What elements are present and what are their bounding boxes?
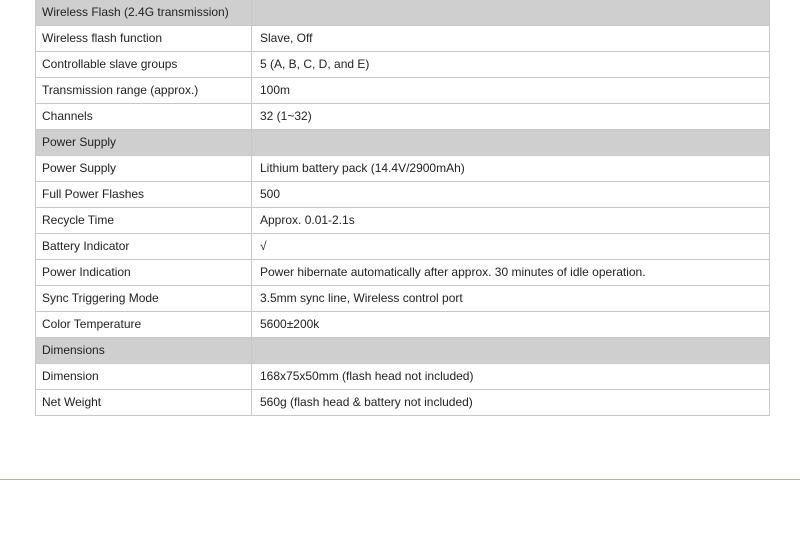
spec-row [36, 52, 770, 78]
spec-value: Slave, Off [252, 26, 770, 52]
spec-row [36, 234, 770, 260]
spec-label: Power Indication [36, 260, 252, 286]
spec-row [36, 390, 770, 416]
section-title: Wireless Flash (2.4G transmission) [36, 0, 252, 26]
spec-value: √ [252, 234, 770, 260]
section-value-empty [252, 338, 770, 364]
section-title: Dimensions [36, 338, 252, 364]
footer-divider [0, 479, 800, 480]
spec-value: 3.5mm sync line, Wireless control port [252, 286, 770, 312]
spec-row [36, 364, 770, 390]
spec-table-body [36, 0, 770, 416]
section-header-row [36, 338, 770, 364]
spec-row [36, 182, 770, 208]
spec-label: Dimension [36, 364, 252, 390]
spec-row [36, 286, 770, 312]
section-header-row [36, 130, 770, 156]
spec-row [36, 156, 770, 182]
spec-row [36, 208, 770, 234]
spec-value: 168x75x50mm (flash head not included) [252, 364, 770, 390]
section-header-row [36, 0, 770, 26]
spec-label: Wireless flash function [36, 26, 252, 52]
spec-row [36, 260, 770, 286]
spec-label: Controllable slave groups [36, 52, 252, 78]
spec-value: Approx. 0.01-2.1s [252, 208, 770, 234]
spec-value: 5600±200k [252, 312, 770, 338]
spec-value: Lithium battery pack (14.4V/2900mAh) [252, 156, 770, 182]
spec-label: Power Supply [36, 156, 252, 182]
spec-value: 5 (A, B, C, D, and E) [252, 52, 770, 78]
spec-label: Sync Triggering Mode [36, 286, 252, 312]
spec-value: 100m [252, 78, 770, 104]
section-value-empty [252, 130, 770, 156]
spec-value: 500 [252, 182, 770, 208]
spec-label: Battery Indicator [36, 234, 252, 260]
spec-row [36, 312, 770, 338]
spec-value: 32 (1~32) [252, 104, 770, 130]
spec-row [36, 78, 770, 104]
spec-label: Color Temperature [36, 312, 252, 338]
spec-label: Transmission range (approx.) [36, 78, 252, 104]
section-title: Power Supply [36, 130, 252, 156]
section-value-empty [252, 0, 770, 26]
spec-label: Channels [36, 104, 252, 130]
spec-table [35, 0, 770, 416]
spec-label: Full Power Flashes [36, 182, 252, 208]
spec-label: Recycle Time [36, 208, 252, 234]
spec-value: 560g (flash head & battery not included) [252, 390, 770, 416]
spec-row [36, 26, 770, 52]
spec-label: Net Weight [36, 390, 252, 416]
spec-row [36, 104, 770, 130]
spec-value: Power hibernate automatically after approx. 30 minutes of idle operation. [252, 260, 770, 286]
